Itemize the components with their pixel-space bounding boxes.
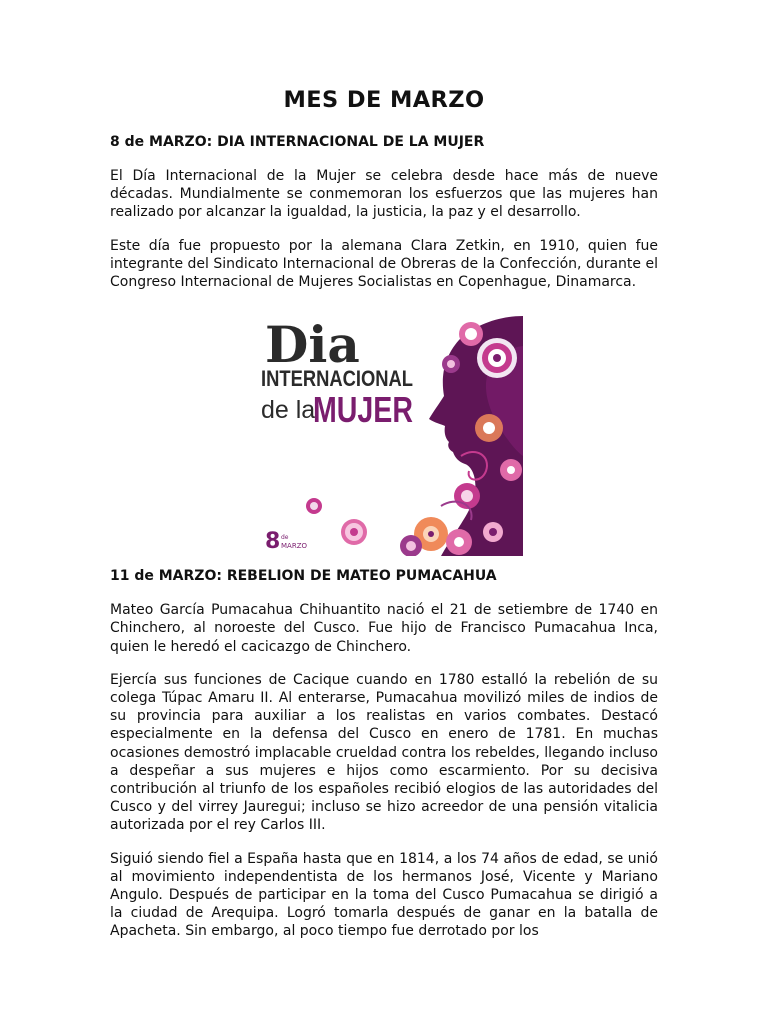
paragraph: Siguió siendo fiel a España hasta que en 1814, a los 74 años de edad, se unió al movimiento independentista de los hermanos José, Vicente y Mariano Angulo. Después de participar en la toma del Cusco Pumacahua se dirigió a la ciudad de Arequipa. Logró tomarla después de ganar en la batalla de Apacheta. Sin embargo, al poco tiempo fue derrotado por los (110, 850, 658, 940)
poster-word-internacional: INTERNACIONAL (261, 366, 413, 392)
poster-date-month: MARZO (281, 542, 307, 551)
paragraph: Este día fue propuesto por la alemana Clara Zetkin, en 1910, quien fue integrante del Sindicato Internacional de Obreras de la Confección, durante el Congreso Internacional de Mujeres Socialistas en Copenhague, Dinamarca. (110, 237, 658, 291)
page-title: MES DE MARZO (283, 87, 485, 113)
document-page (110, 82, 658, 956)
paragraph: Mateo García Pumacahua Chihuantito nació el 21 de setiembre de 1740 en Chinchero, al noroeste del Cusco. Fue hijo de Francisco Pumacahua Inca, quien le heredó el cacicazgo de Chinchero. (110, 602, 658, 655)
poster-date-de: de (281, 534, 289, 542)
poster-date-number: 8 (265, 529, 281, 555)
section-heading-pumacahua: 11 de MARZO: REBELION DE MATEO PUMACAHUA (110, 568, 497, 585)
womens-day-poster (261, 306, 523, 556)
poster-word-dia: Dia (265, 315, 360, 375)
poster-word-de-la: de la (261, 396, 316, 425)
section-heading-womens-day: 8 de MARZO: DIA INTERNACIONAL DE LA MUJER (110, 134, 485, 150)
poster-word-mujer: MUJER (313, 389, 413, 431)
paragraph: El Día Internacional de la Mujer se celebra desde hace más de nueve décadas. Mundialmente se conmemoran los esfuerzos que las mujeres han realizado por alcanzar la igualdad, la justicia, la paz y el desarrollo. (110, 168, 658, 221)
paragraph: Ejercía sus funciones de Cacique cuando en 1780 estalló la rebelión de su colega Túpac Amaru II. Al enterarse, Pumacahua movilizó miles de indios de su provincia para auxiliar a los realistas en varios combates. Destacó especialmente en la defensa del Cusco en enero de 1781. En muchas ocasiones demostró implacable crueldad contra los rebeldes, llegando incluso a despeñar a sus mujeres e hijos como escarmiento. Por su decisiva contribución al triunfo de los españoles recibió elogios de las autoridades del Cusco y del virrey Jauregui; incluso se hizo acreedor de una pensión vitalicia autorizada por el rey Carlos III. (110, 671, 658, 834)
